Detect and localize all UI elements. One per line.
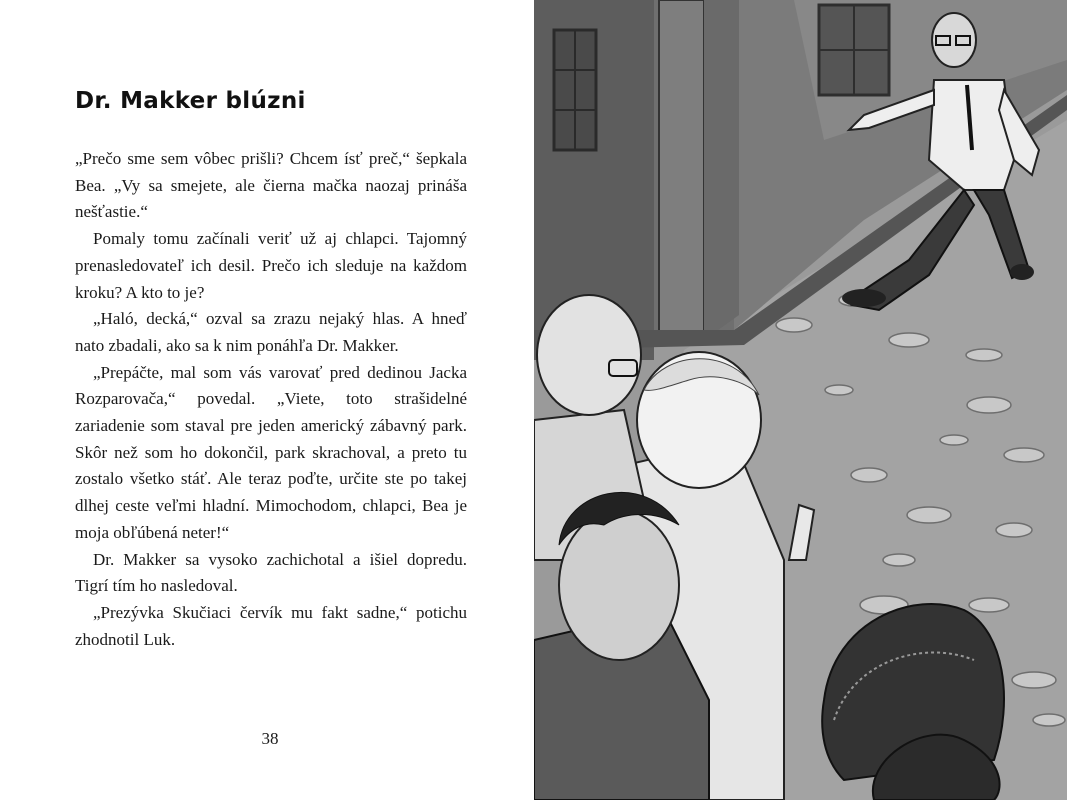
paragraph-4: „Prepáčte, mal som vás varovať pred dedinou Jacka Rozparovača,“ povedal. „Viete, toto strašidelné zariadenie som staval pre jeden americký zábavný park. Skôr než som ho dokončil, park skrachoval, a preto tu zostalo všetko stáť. Ale teraz poďte, určite ste po takej dlhej ceste veľmi hladní. Mimochodom, chlapci, Bea je moja obľúbená neter!“ [75,362,467,542]
paragraph-1: „Prečo sme sem vôbec prišli? Chcem ísť preč,“ šepkala Bea. „Vy sa smejete, ale čierna mačka naozaj prináša nešťastie.“ [75,149,467,222]
chapter-title: Dr. Makker blúzni [75,88,306,114]
street-illustration [534,0,1067,800]
door-frame [659,0,704,340]
page-number: 38 [261,729,279,748]
chapter-body [75,146,467,653]
paragraph-6: „Prezývka Skučiaci červík mu fakt sadne,“ potichu zhodnotil Luk. [75,602,467,649]
paragraph-3: „Haló, decká,“ ozval sa zrazu nejaký hlas. A hneď nato zbadali, ako sa k nim ponáhľa Dr. Makker. [75,309,467,355]
paragraph-2: Pomaly tomu začínali veriť už aj chlapci. Tajomný prenasledovateľ ich desil. Prečo ich sleduje na každom kroku? A kto to je? [75,229,467,302]
illustration-page [534,0,1067,800]
paragraph-5: Dr. Makker sa vysoko zachichotal a išiel dopredu. Tigrí tím ho nasledoval. [75,549,467,596]
